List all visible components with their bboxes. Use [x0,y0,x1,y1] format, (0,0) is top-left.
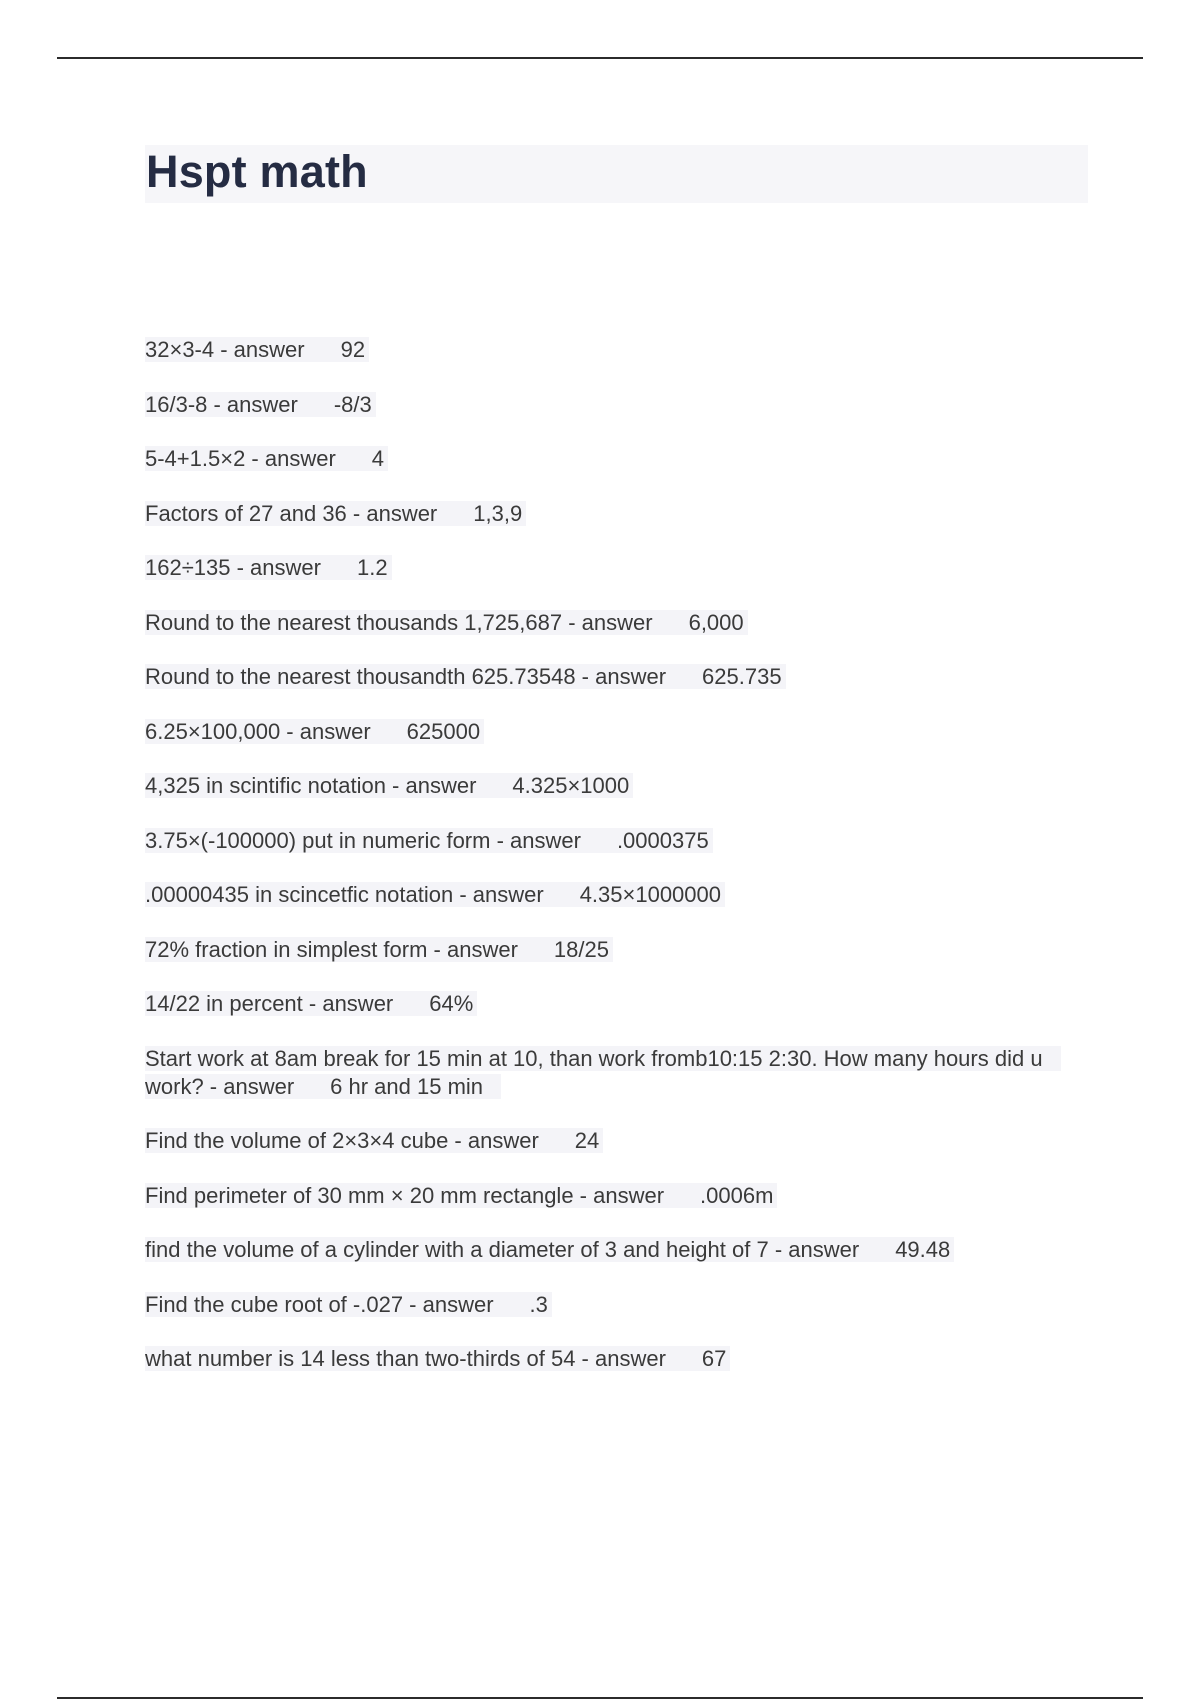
question-text: 14/22 in percent - answer [145,991,394,1016]
answer-text: 18/25 [553,936,609,962]
answer-text: 4 [371,446,385,471]
qa-item [145,445,1085,473]
top-rule [57,57,1143,59]
answer-text: 49.48 [895,1237,951,1262]
qa-item [145,609,1085,637]
qa-item [145,1182,1085,1210]
answer-text: .3 [529,1291,548,1317]
qa-list [145,336,1085,1400]
qa-item [145,936,1085,964]
bottom-rule [57,1697,1143,1699]
question-text: find the volume of a cylinder with a diameter of 3 and height of 7 - answer [145,1237,860,1262]
answer-text: 6,000 [688,609,744,635]
question-text: Round to the nearest thousands 1,725,687 - answer [145,609,653,635]
qa-item [145,718,1085,746]
question-text: Find the cube root of -.027 - answer [145,1291,494,1317]
qa-item [145,500,1085,528]
answer-text: .0000375 [616,827,709,853]
answer-text: 1,3,9 [473,500,523,526]
answer-text: 92 [340,337,366,362]
question-text: .00000435 in scincetfic notation - answer [145,882,544,907]
question-text: what number is 14 less than two-thirds of 54 - answer [145,1346,666,1371]
question-text: 16/3-8 - answer [145,391,298,417]
qa-item [145,1236,1085,1264]
answer-text: 64% [429,991,474,1016]
question-text: 162÷135 - answer [145,555,321,580]
answer-text: 4.35×1000000 [579,882,722,907]
qa-item [145,1345,1085,1373]
qa-item [145,1291,1085,1319]
qa-item [145,1127,1085,1155]
qa-item [145,827,1085,855]
question-text: Start work at 8am break for 15 min at 10, than work fromb10:15 2:30. How many hours did u work? - answer [145,1045,1043,1099]
qa-item [145,554,1085,582]
answer-text: -8/3 [333,391,372,417]
question-text: 32×3-4 - answer [145,337,305,362]
answer-text: 625.735 [702,664,782,689]
answer-text: 1.2 [356,555,388,580]
question-text: 6.25×100,000 - answer [145,718,371,744]
qa-item [145,663,1085,691]
question-text: Find perimeter of 30 mm × 20 mm rectangle - answer [145,1182,665,1208]
answer-text: 4.325×1000 [512,773,630,798]
qa-item [145,881,1085,909]
answer-text: 24 [574,1128,600,1153]
question-text: 3.75×(-100000) put in numeric form - answer [145,827,581,853]
question-text: 4,325 in scintific notation - answer [145,773,477,798]
question-text: Find the volume of 2×3×4 cube - answer [145,1128,539,1153]
qa-item [145,1045,1085,1101]
question-text: 5-4+1.5×2 - answer [145,446,336,471]
answer-text: .0006m [700,1182,774,1208]
qa-item [145,391,1085,419]
question-text: Round to the nearest thousandth 625.73548 - answer [145,664,667,689]
answer-text: 67 [701,1346,727,1371]
qa-item [145,772,1085,800]
page-title: Hspt math [146,146,368,197]
question-text: 72% fraction in simplest form - answer [145,936,518,962]
question-text: Factors of 27 and 36 - answer [145,500,438,526]
qa-item [145,336,1085,364]
answer-text: 6 hr and 15 min [330,1073,484,1099]
answer-text: 625000 [406,718,481,744]
qa-item [145,990,1085,1018]
